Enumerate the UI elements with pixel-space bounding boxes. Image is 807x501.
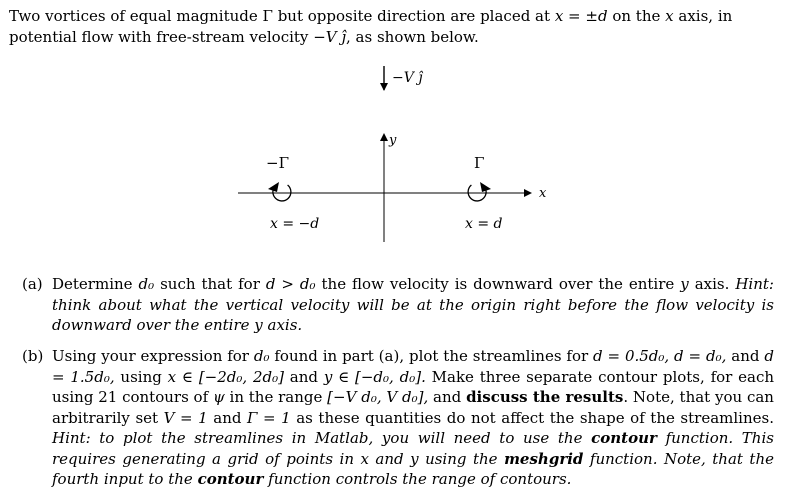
part-b-text-2: found in part (a), plot the streamlines for [274, 347, 589, 365]
part-b-math-d-15: d = 1.5d₀, [52, 347, 774, 386]
part-b-math-y-range: y ∈ [−d₀, d₀]. [323, 367, 426, 386]
intro-math-positions: x = ±d [554, 7, 608, 25]
vortex-figure [0, 60, 807, 250]
part-a-math-d0: d₀ [138, 275, 155, 293]
right-vortex-circulation-icon [468, 182, 491, 201]
part-a-text-3: the flow velocity is downward over the entire [321, 275, 675, 293]
part-a-math-condition: d > d₀ [265, 275, 316, 293]
part-b-label: (b) [22, 347, 44, 365]
part-a-text [52, 274, 774, 336]
part-b-discuss-results: discuss the results [466, 388, 624, 406]
part-b-text-9: . Note, that you can arbitrarily set [52, 388, 774, 427]
y-axis-label: y [389, 133, 397, 148]
part-b-text-5: and [289, 367, 319, 386]
part-a-text-1: Determine [52, 275, 133, 293]
part-b-hint-1: Hint: to plot the streamlines in Matlab, you will need to use the [52, 429, 583, 447]
part-b [22, 346, 774, 490]
right-vortex-label: Γ [474, 154, 485, 172]
part-b-text-3: and [731, 347, 760, 365]
part-b-text-4: using [120, 367, 162, 386]
left-vortex-circulation-icon [268, 182, 291, 201]
part-b-text-1: Using your expression for [52, 347, 249, 365]
part-b-hint-contour-2: contour [197, 470, 264, 488]
part-b-math-d0: d₀ [253, 347, 270, 365]
part-b-text-6: Make three separate contour plots, for each using 21 contours of [52, 367, 775, 406]
part-b-hint-contour: contour [591, 429, 657, 447]
left-vortex-label: −Γ [266, 154, 289, 172]
part-b-hint-meshgrid: meshgrid [504, 449, 584, 468]
part-b-text-7: in the range [229, 388, 323, 406]
part-a-math-y: y [680, 275, 689, 293]
part-b-hint-2: function. This requires generating a grid of points in x and y using the [52, 429, 774, 468]
intro-math-freestream: −V ĵ [313, 28, 347, 46]
part-a-text-4: axis. [694, 275, 730, 293]
part-a-hint: Hint: think about what the vertical velocity will be at the origin right before the flow velocity is downward over the entire y axis. [52, 275, 774, 334]
part-b-math-psi: ψ [212, 388, 225, 406]
intro-text-4: , as shown below. [346, 28, 479, 46]
part-a-label: (a) [22, 275, 43, 293]
part-b-text-11: as these quantities do not affect the shape of the streamlines. [296, 408, 774, 427]
part-b-text [52, 346, 774, 490]
part-b-math-v: V = 1 [163, 408, 208, 427]
part-b-math-d-values: d = 0.5d₀, d = d₀, [593, 347, 727, 365]
part-b-text-8: and [433, 388, 462, 406]
x-axis-label: x [539, 186, 547, 201]
part-b-math-gamma: Γ = 1 [247, 408, 291, 427]
part-a-text-2: such that for [160, 275, 260, 293]
part-a [22, 274, 774, 336]
right-position-label: x = d [465, 216, 503, 232]
part-b-math-x-range: x ∈ [−2d₀, 2d₀] [167, 367, 284, 386]
intro-text-3: axis, in potential flow with free-stream velocity [9, 7, 733, 46]
part-b-hint-3: function. Note, that the fourth input to the [52, 449, 774, 488]
freestream-label: −V ĵ [392, 70, 423, 86]
part-b-math-psi-range: [−V d₀, V d₀], [327, 388, 429, 406]
part-b-text-10: and [213, 408, 242, 427]
part-b-hint-4: function controls the range of contours. [268, 470, 572, 488]
intro-text-2: on the [612, 7, 661, 25]
left-position-label: x = −d [270, 216, 320, 232]
intro-text-1: Two vortices of equal magnitude Γ but opposite direction are placed at [9, 7, 551, 25]
intro-math-x: x [665, 7, 674, 25]
problem-intro [9, 6, 799, 48]
